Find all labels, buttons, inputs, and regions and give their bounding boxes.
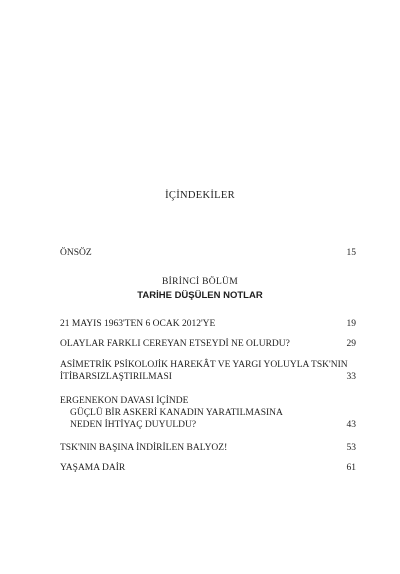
toc-entry[interactable] bbox=[60, 462, 356, 474]
toc-entry-label: ASİMETRİK PSİKOLOJİK HAREKÂT VE YARGI YOLUYLA TSK'NIN bbox=[60, 360, 348, 370]
toc-page-number: 15 bbox=[346, 248, 356, 258]
part-heading: TARİHE DÜŞÜLEN NOTLAR bbox=[137, 290, 263, 301]
toc-entry-label: İTİBARSIZLAŞTIRILMASI bbox=[60, 372, 172, 382]
toc-title: İÇİNDEKİLER bbox=[165, 190, 235, 201]
toc-entry[interactable] bbox=[60, 442, 356, 454]
toc-entry-label: OLAYLAR FARKLI CEREYAN ETSEYDİ NE OLURDU? bbox=[60, 339, 290, 349]
toc-entry-label: YAŞAMA DAİR bbox=[60, 463, 126, 473]
part-header bbox=[0, 277, 400, 301]
part-label: BİRİNCİ BÖLÜM bbox=[162, 277, 238, 287]
toc-entry-label: GÜÇLÜ BİR ASKERİ KANADIN YARATILMASINA bbox=[70, 408, 283, 418]
toc-entry[interactable] bbox=[60, 338, 356, 350]
toc-entry-label: TSK'NIN BAŞINA İNDİRİLEN BALYOZ! bbox=[60, 443, 228, 453]
toc-entry-label: NEDEN İHTİYAÇ DUYULDU? bbox=[70, 420, 197, 430]
toc-entry-label: ÖNSÖZ bbox=[60, 248, 92, 258]
toc-page-number: 61 bbox=[346, 463, 356, 473]
toc-entry[interactable] bbox=[60, 318, 356, 330]
toc-page-number: 29 bbox=[346, 339, 356, 349]
toc-entry[interactable] bbox=[60, 395, 356, 431]
toc-entry-label: 21 MAYIS 1963'TEN 6 OCAK 2012'YE bbox=[60, 319, 216, 329]
toc-entry-label: ERGENEKON DAVASI İÇİNDE bbox=[60, 396, 189, 406]
toc-page-number: 53 bbox=[346, 443, 356, 453]
toc-page-number: 43 bbox=[346, 420, 356, 430]
toc-entry-preface[interactable] bbox=[60, 247, 356, 259]
toc-entry[interactable] bbox=[60, 359, 356, 383]
toc-page-number: 33 bbox=[346, 372, 356, 382]
toc-page-number: 19 bbox=[346, 319, 356, 329]
